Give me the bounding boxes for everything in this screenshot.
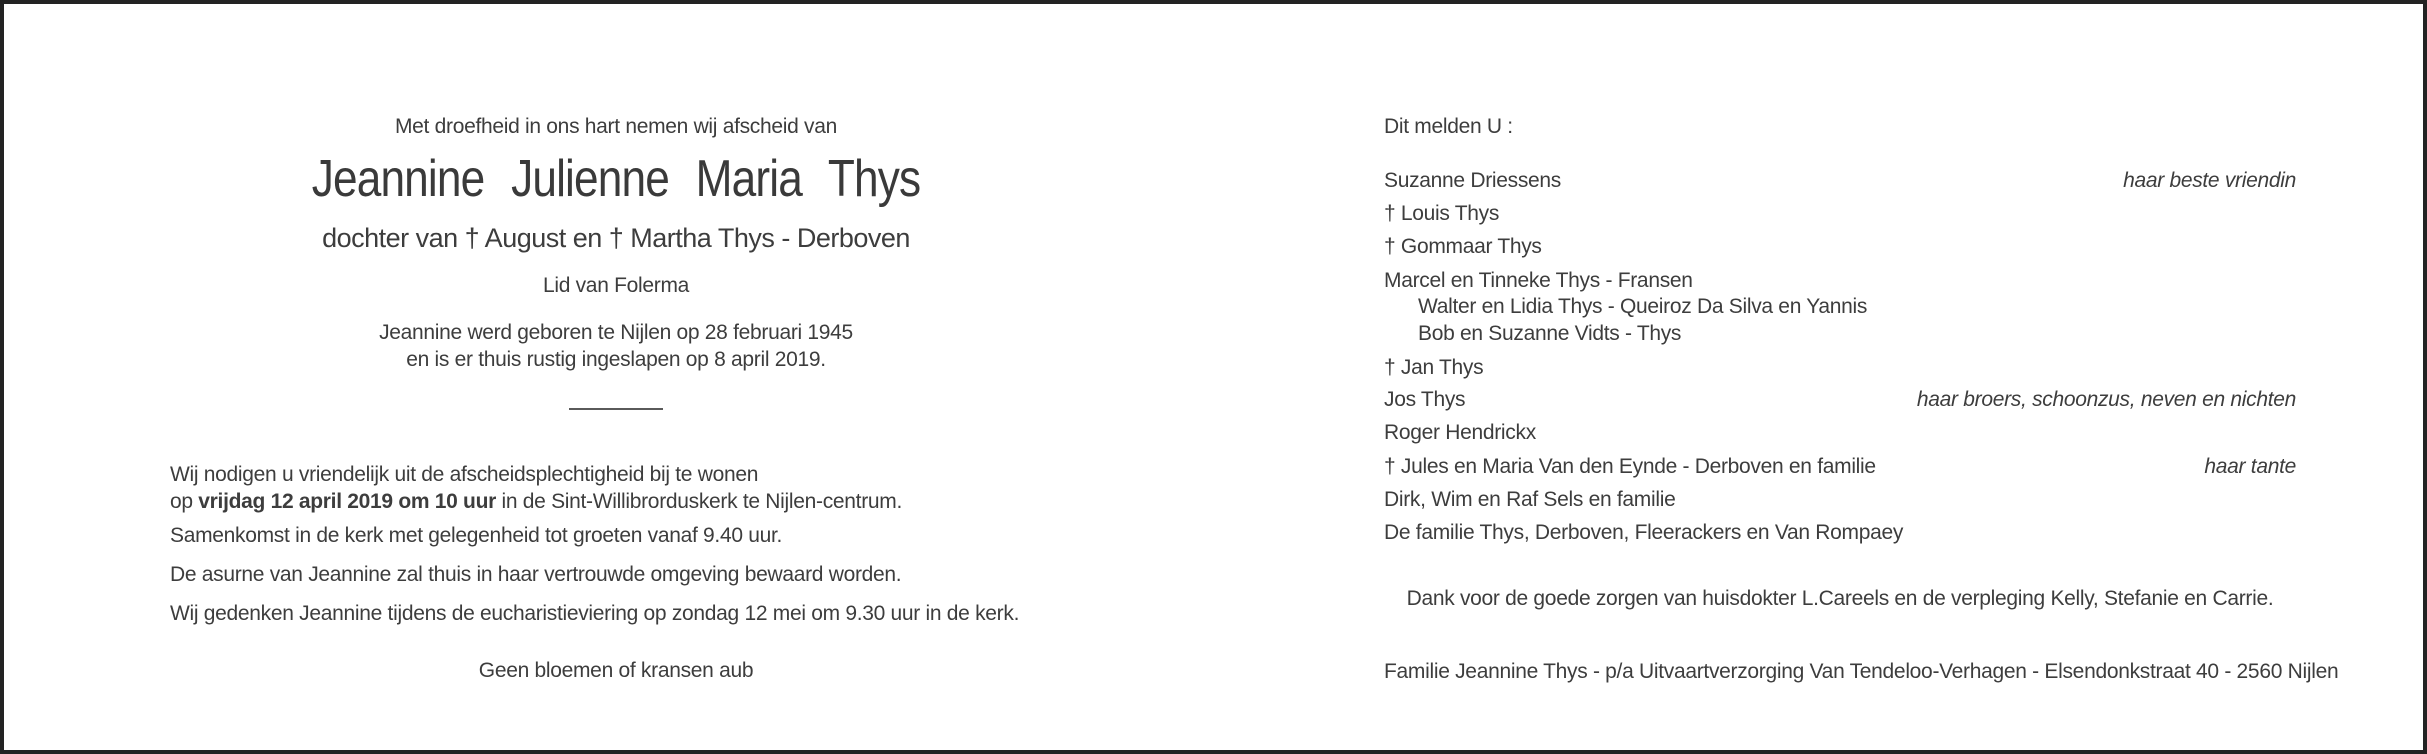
announcement-column bbox=[170, 4, 1062, 750]
family-name: De familie Thys, Derboven, Fleerackers en Van Rompaey bbox=[1384, 521, 1904, 544]
family-entry bbox=[1384, 168, 2296, 193]
deceased-name: Jeannine Julienne Maria Thys bbox=[311, 150, 921, 208]
no-flowers-line: Geen bloemen of kransen aub bbox=[478, 659, 754, 682]
family-entry bbox=[1384, 294, 2296, 319]
family-name: Jos Thys bbox=[1384, 388, 1466, 411]
parents-line: dochter van † August en † Martha Thys - Derboven bbox=[322, 223, 910, 253]
family-entry bbox=[1384, 420, 2296, 445]
birth-line: Jeannine werd geboren te Nijlen op 28 februari 1945 bbox=[379, 321, 853, 344]
invitation-line2 bbox=[170, 488, 1062, 515]
family-name: † Jan Thys bbox=[1384, 356, 1484, 379]
family-name: † Jules en Maria Van den Eynde - Derboven en familie bbox=[1384, 455, 1876, 478]
membership-line: Lid van Folerma bbox=[542, 274, 690, 297]
family-name: Bob en Suzanne Vidts - Thys bbox=[1418, 322, 1682, 345]
family-column bbox=[1384, 4, 2339, 750]
family-name: Dirk, Wim en Raf Sels en familie bbox=[1384, 488, 1676, 511]
family-entry bbox=[1384, 387, 2296, 412]
family-name: † Gommaar Thys bbox=[1384, 235, 1542, 258]
family-entry bbox=[1384, 321, 2296, 346]
urn-line: De asurne van Jeannine zal thuis in haar vertrouwde omgeving bewaard worden. bbox=[170, 563, 902, 586]
intro-line: Met droefheid in ons hart nemen wij afscheid van bbox=[394, 115, 838, 138]
relation-label: haar broers, schoonzus, neven en nichten bbox=[1916, 388, 2296, 411]
relation-label: haar beste vriendin bbox=[2123, 169, 2296, 192]
contact-line: Familie Jeannine Thys - p/a Uitvaartverzorging Van Tendeloo-Verhagen - Elsendonkstraat 40 - 2560 Nijlen bbox=[1384, 660, 2339, 683]
family-name: Roger Hendrickx bbox=[1384, 421, 1536, 444]
invitation-prefix: op bbox=[170, 490, 199, 513]
birth-death-lines bbox=[170, 319, 1062, 373]
gathering-line: Samenkomst in de kerk met gelegenheid tot groeten vanaf 9.40 uur. bbox=[170, 524, 783, 547]
family-entry bbox=[1384, 520, 2296, 545]
family-name: Marcel en Tinneke Thys - Fransen bbox=[1384, 269, 1693, 292]
family-entry bbox=[1384, 454, 2296, 479]
family-name: Walter en Lidia Thys - Queiroz Da Silva en Yannis bbox=[1418, 295, 1868, 318]
service-datetime: vrijdag 12 april 2019 om 10 uur bbox=[198, 490, 496, 513]
family-name: Suzanne Driessens bbox=[1384, 169, 1561, 192]
family-entry bbox=[1384, 355, 2296, 380]
family-entry bbox=[1384, 234, 2296, 259]
family-name: † Louis Thys bbox=[1384, 202, 1500, 225]
invitation-lines bbox=[170, 461, 1062, 515]
family-entry bbox=[1384, 201, 2296, 226]
thanks-line: Dank voor de goede zorgen van huisdokter L.Careels en de verpleging Kelly, Stefanie en Carrie. bbox=[1406, 587, 2274, 610]
family-entry bbox=[1384, 268, 2296, 293]
divider bbox=[569, 408, 663, 410]
family-heading: Dit melden U : bbox=[1384, 115, 1513, 138]
relation-label: haar tante bbox=[2204, 455, 2296, 478]
memorial-line: Wij gedenken Jeannine tijdens de eucharistieviering op zondag 12 mei om 9.30 uur in de kerk. bbox=[170, 602, 1020, 625]
invitation-line1: Wij nodigen u vriendelijk uit de afscheidsplechtigheid bij te wonen bbox=[170, 463, 759, 486]
family-entry bbox=[1384, 487, 2296, 512]
invitation-suffix: in de Sint-Willibrorduskerk te Nijlen-centrum. bbox=[495, 490, 903, 513]
death-line: en is er thuis rustig ingeslapen op 8 april 2019. bbox=[406, 348, 826, 371]
